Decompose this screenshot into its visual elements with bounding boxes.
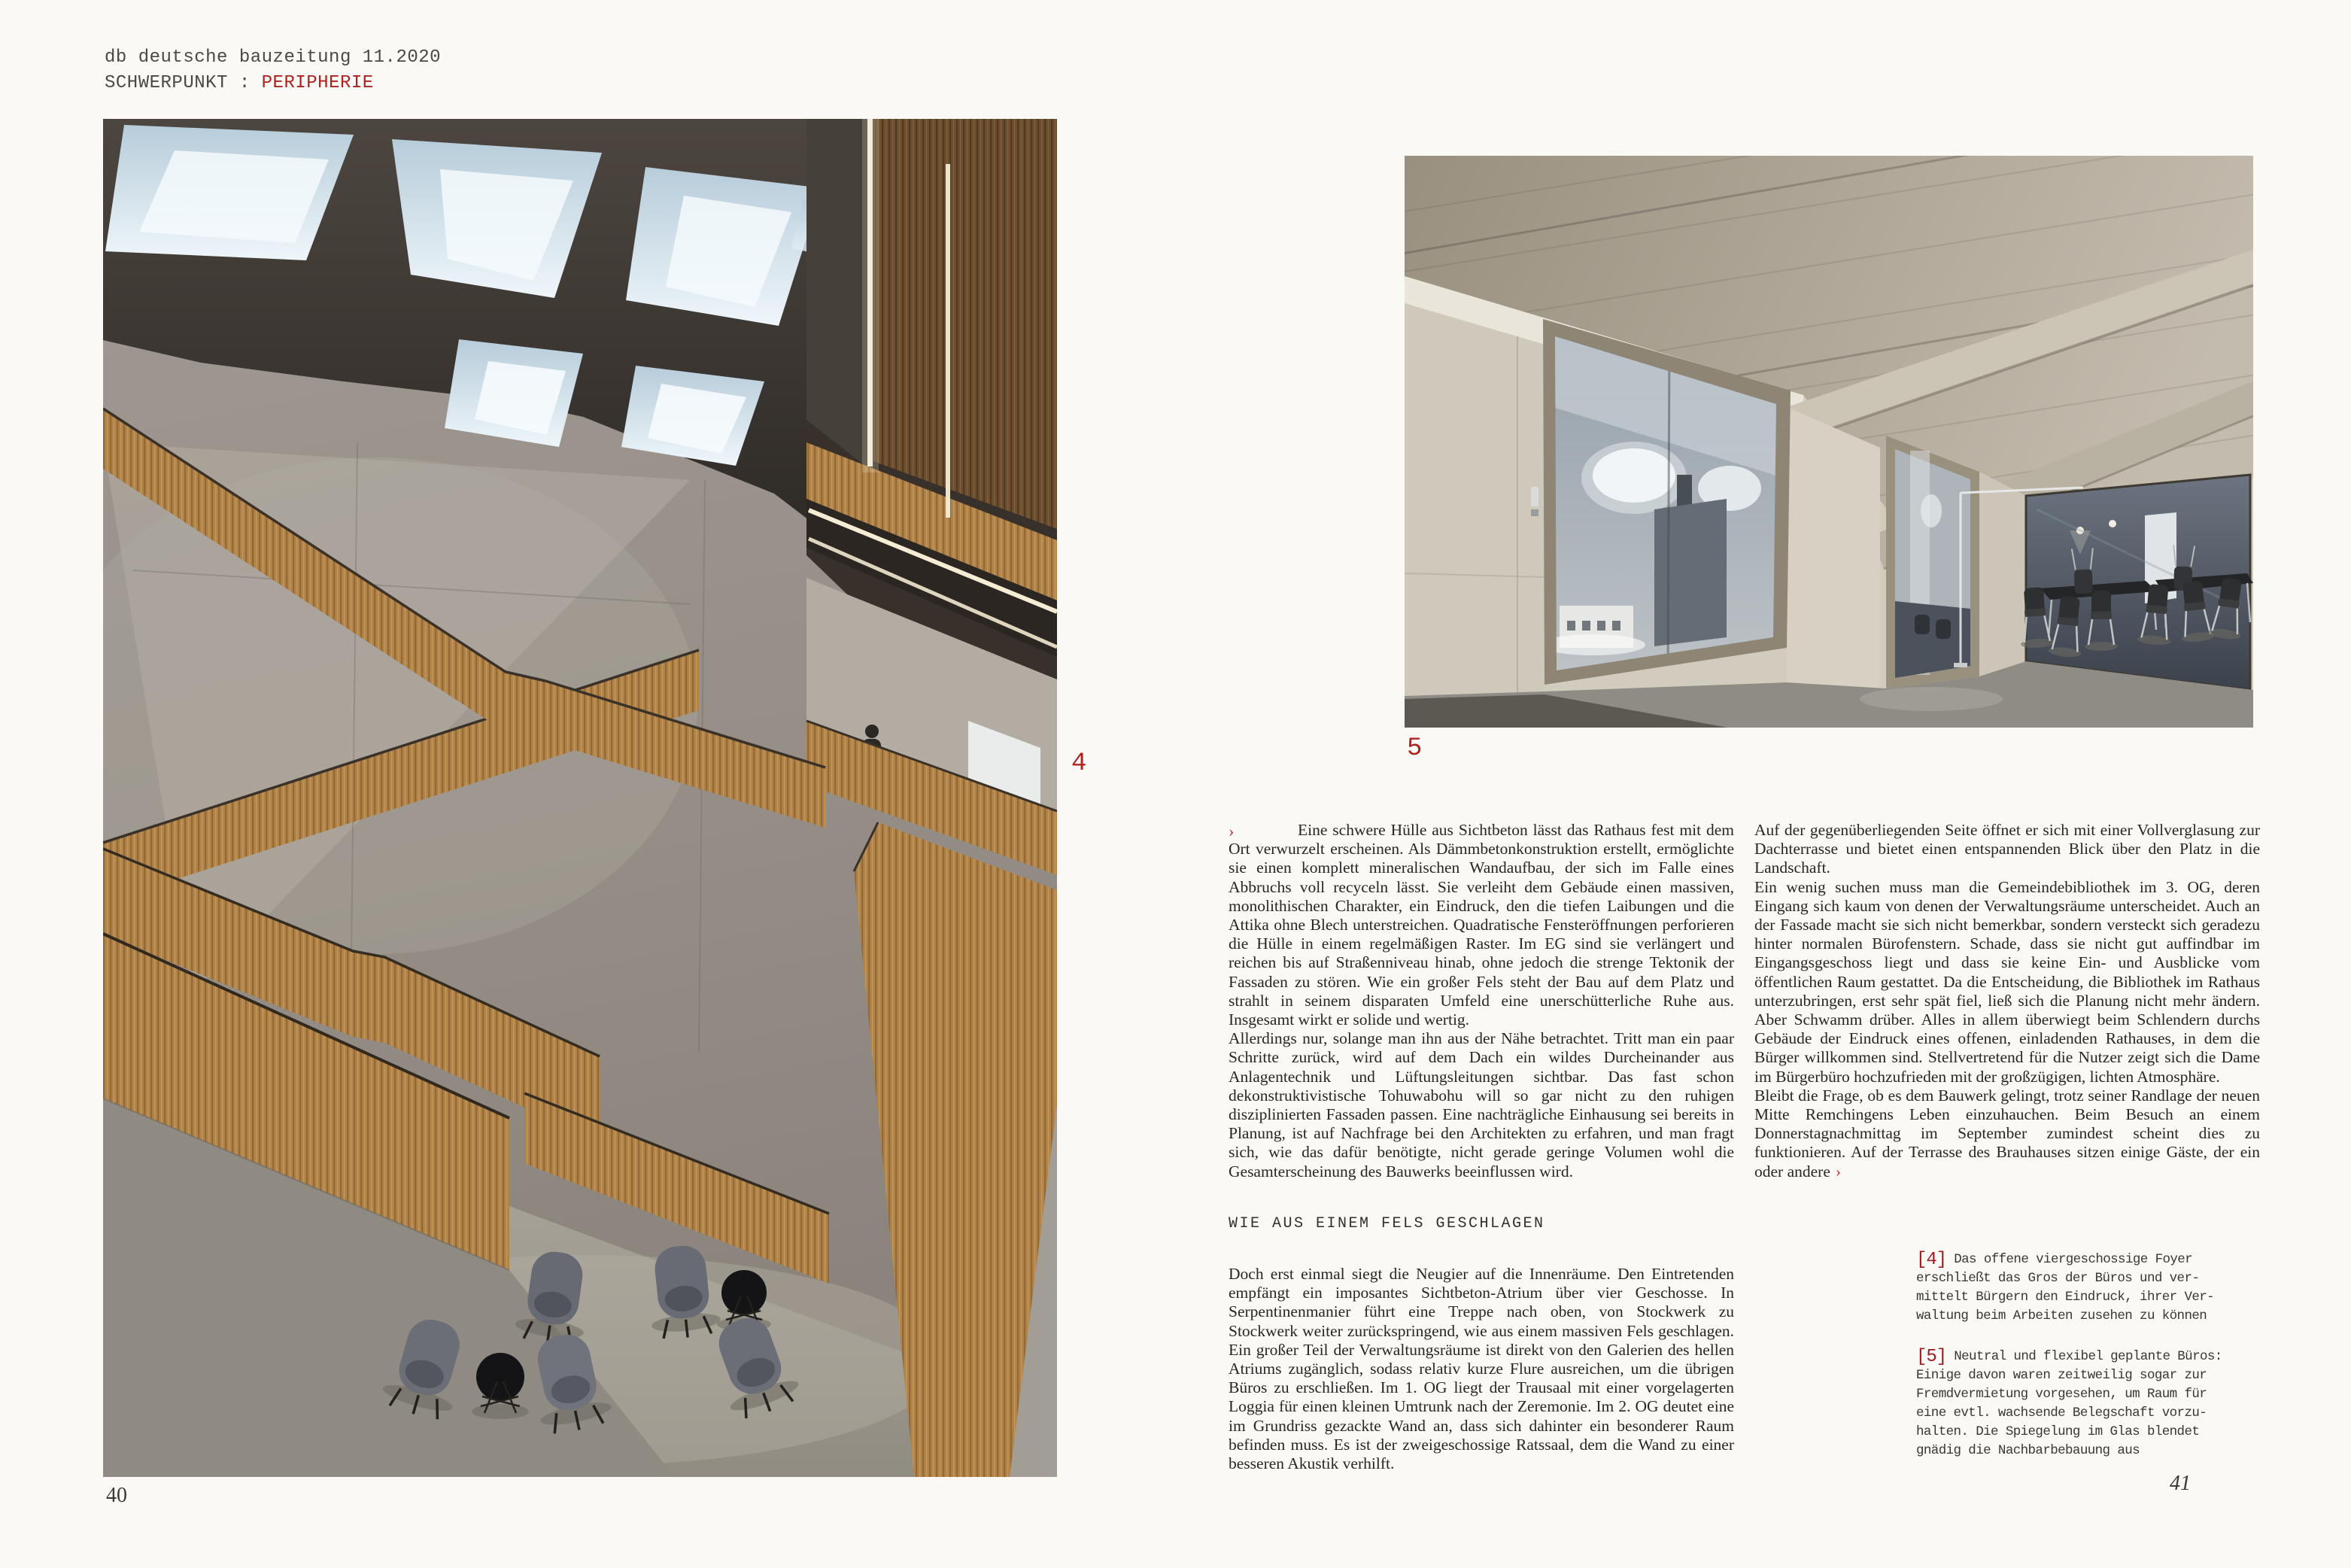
caption-text: Das offene viergeschossige Foyer <box>1954 1252 2193 1267</box>
offices-photo <box>1405 156 2253 728</box>
caption-line: mittelt Bürgern den Eindruck, ihrer Ver- <box>1916 1290 2215 1305</box>
skylight <box>445 339 583 447</box>
paragraph: Ein wenig suchen muss man die Gemeindebibliothek im 3. OG, deren Eingang sich kaum von denen der Verwaltungsräume unterscheidet. Auch an der Fassade macht sie sich nicht bemerkbar, sondern versteckt sich geradezu hinter normalen Bürofenstern. Schade, dass sie nicht gut auffindbar im Eingangsgeschoss liegt und dass sie keine Ein- und Ausblicke vom öffentlichen Raum gestattet. Da die Entscheidung, die Bibliothek im Rathaus unterzubringen, erst sehr spät fiel, ließ sich die Planung nicht mehr ändern. Aber Schwamm drüber. Alles in allem überwiegt beim Schlendern durchs Gebäude der Eindruck eines offenen, einladenden Rathauses, in dem die Bürger willkommen sind. Stellvertretend für die Nutzer zeigt sich die Dame im Bürgerbüro hochzufrieden mit der großzügigen, lichten Atmosphäre. <box>1754 877 2260 1086</box>
caption-line: halten. Die Spiegelung im Glas blendet <box>1916 1424 2200 1439</box>
paragraph-text: Bleibt die Frage, ob es dem Bauwerk gelingt, trotz seiner Randlage der neuen Mitte Remchingens Leben einzuhauchen. Beim Besuch an einem Donnerstagnachmittag im September zumindest scheint dies zu funktionieren. Auf der Terrasse des Brauhauses sitzen einige Gäste, der ein oder andere <box>1754 1086 2260 1181</box>
magazine-title: db deutsche bauzeitung 11.2020 <box>105 47 442 68</box>
paragraph: Auf der gegenüberliegenden Seite öffnet er sich mit einer Vollverglasung zur Dachterrasse und bietet einen entspannenden Blick über den Platz in die Landschaft. <box>1754 821 2260 877</box>
light-reflection <box>1593 448 1675 503</box>
offices-illustration <box>1405 156 2253 728</box>
caption-4 <box>1916 1250 2222 1326</box>
wall-pier <box>1787 407 1880 711</box>
continuation-out-marker: › <box>1835 1162 1842 1181</box>
caption-line: erschließt das Gros der Büros und ver- <box>1916 1271 2200 1286</box>
atrium-illustration <box>103 119 1057 1477</box>
door-handle-icon <box>1531 487 1538 516</box>
caption-4-marker: [4] <box>1916 1250 1947 1270</box>
left-wall-panel <box>1405 276 1545 728</box>
section-heading: WIE AUS EINEM FELS GESCHLAGEN <box>1229 1214 1545 1232</box>
caption-text: Neutral und flexibel geplante Büros: <box>1954 1349 2222 1364</box>
masthead <box>105 45 441 96</box>
paragraph: Doch erst einmal siegt die Neugier auf die Innenräume. Den Eintretenden empfängt ein imposantes Sichtbeton-Atrium über vier Geschosse. In Serpentinenmanier führt eine Treppe nach oben, von Stockwerk zu Stockwerk weiter zurückspringend, wie aus einem massiven Fels geschlagen. Ein großer Teil der Verwaltungsräume ist direkt von den Galerien des hellen Atriums zugänglich, sodass relativ kurze Flure ausreichen, um die übrigen Büros zu erschließen. Im 1. OG liegt der Trausaal mit einer vorgelagerten Loggia für einen kleinen Umtrunk nach der Zeremonie. Im 2. OG deutet eine im Grundriss gezackte Wand an, dass sich dahinter ein besonderer Raum befinden muss. Es ist der zweigeschossige Ratssaal, dem die Wand zu einer besseren Akustik verhilft. <box>1229 1265 1734 1473</box>
caption-line: eine evtl. wachsende Belegschaft vorzu- <box>1916 1405 2207 1421</box>
section-line <box>105 71 441 96</box>
wall-sconce <box>2109 520 2116 527</box>
caption-line: gnädig die Nachbarbebauung aus <box>1916 1443 2140 1458</box>
paragraph <box>1229 821 1734 1029</box>
caption-line <box>1916 1250 2222 1269</box>
section-value: PERIPHERIE <box>261 73 374 93</box>
caption-5 <box>1916 1348 2222 1460</box>
caption-5-marker: [5] <box>1916 1347 1947 1367</box>
caption-line: Einige davon waren zeitweilig sogar zur <box>1916 1368 2207 1383</box>
section-label: SCHWERPUNKT : <box>105 73 262 93</box>
figure-5-marker: 5 <box>1407 734 1423 763</box>
wall-strip <box>1979 472 2026 676</box>
caption-line: waltung beim Arbeiten zusehen zu können <box>1916 1308 2207 1323</box>
page-number-left: 40 <box>106 1484 127 1507</box>
led-strip <box>946 164 950 518</box>
paragraph: Allerdings nur, solange man ihn aus der Nähe betrachtet. Tritt man ein paar Schritte zurück, wird auf dem Dach ein wildes Durcheinander aus Anlagentechnik und Lüftungsleitungen sichtbar. Das fast schon dekonstruktivistische Tohuwabohu will so gar nicht zu den ruhigen disziplinierten Fassaden passen. Eine nachträgliche Einhausung sei bereits in Planung, ist auf Nachfrage bei den Architekten zu erfahren, und man fragt sich, wie das dafür benötigte, nicht gerade geringe Volumen wohl die Gesamterscheinung des Bauwerks beeinflussen wird. <box>1229 1029 1734 1181</box>
glazed-door <box>1886 436 1979 688</box>
caption-line <box>1916 1348 2222 1366</box>
atrium-photo <box>103 119 1057 1477</box>
paragraph <box>1754 1086 2260 1181</box>
paragraph-text: Eine schwere Hülle aus Sichtbeton lässt das Rathaus fest mit dem Ort verwurzelt erscheinen. Als Dämmbetonkonstruktion erstellt, ermöglichte sie einen komplett mineralischen Wandaufbau, der sich im Falle eines Abbruchs voll recyceln lässt. Sie verleiht dem Gebäude einen massiven, monolithischen Charakter, ein Eindruck, den die tiefen Laibungen und die Attika ohne Blech unterstreichen. Quadratische Fensteröffnungen perforieren die Hülle in einem regelmäßigen Raster. Im EG sind sie verlängert und reichen bis auf Straßenniveau hinab, ohne jedoch die strenge Tektonik der Fassaden zu stören. Wie ein großer Fels steht der Bau auf dem Platz und strahlt in seinem disparaten Umfeld eine unerschütterliche Ruhe aus. Insgesamt wirkt er solide und wertig. <box>1229 821 1734 1029</box>
figure-captions <box>1916 1250 2222 1460</box>
continuation-in-marker: › <box>1229 822 1235 840</box>
article-column-2 <box>1754 821 2260 1181</box>
article-column-1 <box>1229 821 1734 1473</box>
page-number-right: 41 <box>2170 1472 2191 1495</box>
figure-4-marker: 4 <box>1071 749 1087 778</box>
caption-line: Fremdvermietung vorgesehen, um Raum für <box>1916 1387 2207 1402</box>
